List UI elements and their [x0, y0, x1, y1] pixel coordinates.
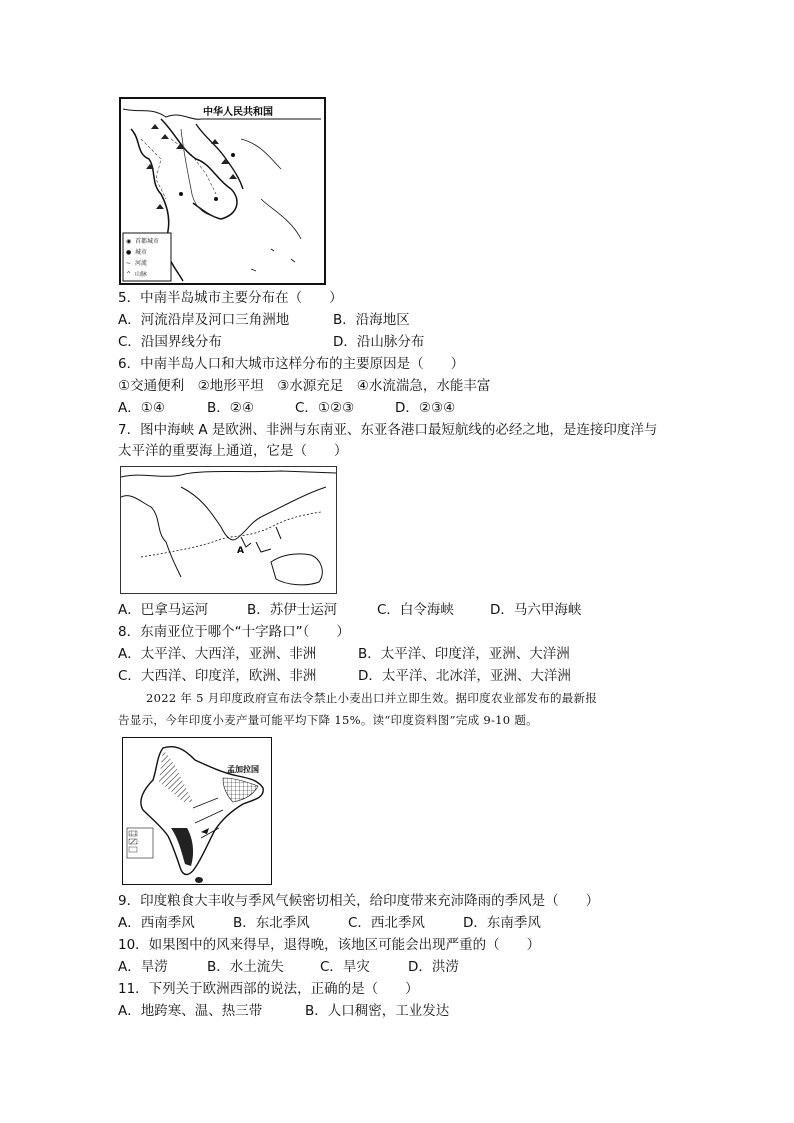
q10-option-a[interactable]: A．旱涝	[118, 959, 168, 975]
passage-line2: 告显示，今年印度小麦产量可能平均下降 15%。读“印度资料图”完成 9-10 题。	[118, 713, 538, 727]
q9-option-d[interactable]: D．东南季风	[463, 915, 541, 931]
q8-option-c[interactable]: C．大西洋、印度洋，欧洲、非洲	[118, 668, 317, 684]
q5-option-b[interactable]: B．沿海地区	[333, 312, 410, 328]
q10-option-b[interactable]: B．水土流失	[207, 959, 284, 975]
q6-option-c[interactable]: C．①②③	[295, 400, 355, 416]
q7-option-d[interactable]: D．马六甲海峡	[490, 602, 582, 618]
q8-option-d[interactable]: D．太平洋、北冰洋，亚洲、大洋洲	[358, 668, 571, 684]
q8-option-b[interactable]: B．太平洋、印度洋，亚洲、大洋洲	[358, 646, 570, 662]
q7-option-c[interactable]: C．白令海峡	[377, 602, 454, 618]
q5-option-c[interactable]: C．沿国界线分布	[118, 334, 222, 350]
shipping-route-map	[120, 466, 337, 594]
map2-label-a: A	[237, 546, 244, 556]
q7-option-b[interactable]: B．苏伊士运河	[247, 602, 338, 618]
svg-text:●: ●	[126, 249, 132, 256]
q8-option-a[interactable]: A．太平洋、大西洋，亚洲、非洲	[118, 646, 317, 662]
q5-stem: 5．中南半岛城市主要分布在（ ）	[118, 290, 343, 306]
q5-option-a[interactable]: A．河流沿岸及河口三角洲地	[118, 312, 290, 328]
india-map	[122, 737, 272, 885]
q8-stem: 8．东南亚位于哪个“十字路口”（ ）	[118, 624, 350, 640]
q5-option-d[interactable]: D．沿山脉分布	[333, 334, 425, 350]
svg-text:◉: ◉	[126, 238, 132, 245]
q11-option-b[interactable]: B．人口稠密，工业发达	[305, 1003, 450, 1019]
q6-stem: 6．中南半岛人口和大城市这样分布的主要原因是（ ）	[118, 356, 465, 372]
map3-label: 孟加拉国	[227, 765, 259, 774]
svg-text:^: ^	[126, 271, 132, 278]
svg-text:~: ~	[126, 260, 132, 267]
q7-option-a[interactable]: A．巴拿马运河	[118, 602, 209, 618]
q6-items: ①交通便利 ②地形平坦 ③水源充足 ④水流湍急，水能丰富	[118, 378, 491, 394]
map1-legend-1: 城市	[135, 249, 148, 256]
q6-option-b[interactable]: B．②④	[207, 400, 254, 416]
q9-option-c[interactable]: C．西北季风	[348, 915, 425, 931]
q9-option-b[interactable]: B．东北季风	[233, 915, 310, 931]
q6-option-d[interactable]: D．②③④	[395, 400, 456, 416]
passage-line1: 2022 年 5 月印度政府宣布法令禁止小麦出口并立即生效。据印度农业部发布的最新报	[146, 691, 598, 705]
map1-legend-3: 山脉	[135, 271, 148, 278]
q7-stem-line1: 7．图中海峡 A 是欧洲、非洲与东南亚、东亚各港口最短航线的必经之地，是连接印度洋与	[118, 422, 658, 438]
map1-legend-2: 河流	[135, 260, 148, 267]
q10-option-c[interactable]: C．旱灾	[320, 959, 370, 975]
q6-option-a[interactable]: A．①④	[118, 400, 165, 416]
q10-stem: 10．如果图中的风来得早，退得晚，该地区可能会出现严重的（ ）	[118, 937, 541, 953]
indochina-map	[119, 97, 326, 285]
q11-option-a[interactable]: A．地跨寒、温、热三带	[118, 1003, 263, 1019]
q9-option-a[interactable]: A．西南季风	[118, 915, 195, 931]
q7-stem-line2: 太平洋的重要海上通道，它是（ ）	[118, 443, 348, 459]
map1-legend-0: 首都城市	[135, 238, 160, 245]
q10-option-d[interactable]: D．洪涝	[408, 959, 459, 975]
q9-stem: 9．印度粮食大丰收与季风气候密切相关，给印度带来充沛降雨的季风是（ ）	[118, 893, 600, 909]
q11-stem: 11．下列关于欧洲西部的说法，正确的是（ ）	[118, 981, 419, 997]
map1-title: 中华人民共和国	[203, 107, 273, 118]
